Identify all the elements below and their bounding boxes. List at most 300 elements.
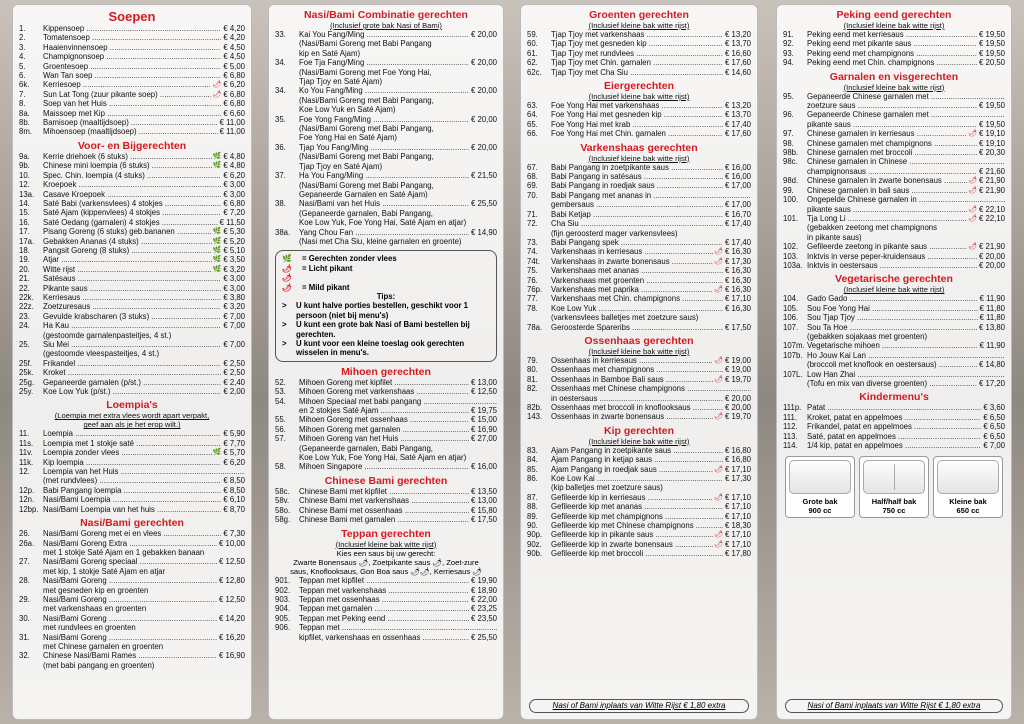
item-number: 22. [19, 283, 30, 293]
item-price: € 20,00 [724, 393, 751, 403]
item-name: Loempia met 1 stokje saté ..... [43, 439, 221, 448]
menu-item [19, 312, 245, 321]
item-number: 76. [527, 275, 538, 285]
section-teppan [275, 528, 497, 642]
item-number: 57. [275, 434, 286, 444]
sauce-line: Zwarte Bonensaus 🌶, Zoetpikante saus 🌶, Zoet-zure [293, 557, 479, 567]
item-name: Yang Chou Fan ..... [299, 228, 469, 237]
item-price: € 6,20 [223, 80, 245, 90]
item-name: Babi Pangang in zoetpikante saus ..... [551, 163, 723, 172]
item-price: € 3,00 [223, 283, 245, 293]
item-name: Frikandel ..... [43, 359, 221, 368]
item-price: € 13,80 [978, 322, 1005, 332]
menu-item [275, 387, 497, 396]
item-description: met gesneden kip en groenten [43, 585, 149, 595]
item-number: 34. [275, 86, 286, 96]
pepper-icon: 🌶 [714, 248, 723, 256]
menu-item [275, 586, 497, 595]
menu-item [19, 161, 245, 170]
item-price: € 4,50 [223, 52, 245, 62]
item-name: Varkenshaas in zwarte bonensaus ..... [551, 257, 713, 266]
item-name: Ajam Pangang in zoetpikante saus ..... [551, 446, 723, 455]
container-tray-icon [863, 460, 925, 494]
menu-item [783, 294, 1005, 303]
item-number: 12p. [19, 485, 35, 495]
item-number: 79. [527, 355, 538, 365]
item-number: 20. [19, 264, 30, 274]
menu-item [527, 219, 751, 228]
item-number: 12. [19, 180, 30, 190]
item-price: € 13,00 [470, 377, 497, 387]
item-price: € 13,70 [724, 39, 751, 49]
section-subtitle: (Inclusief kleine bak witte rijst) [588, 436, 690, 446]
menu-item [527, 356, 751, 365]
item-price: € 3,20 [223, 264, 245, 274]
item-name: en 2 stokjes Saté Ajam ..... [299, 406, 469, 415]
legend-mild-label: = Mild pikant [302, 282, 350, 292]
leaf-icon: 🌿 [212, 246, 222, 254]
menu-item [19, 246, 245, 255]
item-name: Chinese garnalen met broccoli ..... [807, 148, 977, 157]
item-number: 102. [783, 242, 799, 252]
item-number: 26. [19, 529, 30, 539]
item-number: 17a. [19, 236, 35, 246]
container-label: Half/half bak [871, 497, 917, 507]
menu-item [527, 58, 751, 67]
item-number: 90z. [527, 539, 542, 549]
item-name: Ossenhaas met champignons ..... [551, 365, 723, 374]
menu-item [275, 58, 497, 67]
item-number: 98b. [783, 148, 799, 158]
item-number [783, 120, 807, 129]
item-price: € 6,50 [983, 422, 1005, 432]
item-number: 30. [19, 613, 30, 623]
menu-item [527, 493, 751, 502]
item-number: 58v. [275, 496, 290, 506]
item-number: 64. [527, 110, 538, 120]
menu-item [275, 604, 497, 613]
item-name: (broccoli met knoflook en oestersaus) ..... [807, 360, 977, 369]
item-price: € 12,80 [218, 576, 245, 586]
item-price: € 19,50 [978, 30, 1005, 39]
section-mihoen [275, 366, 497, 472]
item-name: Chinese Bami met ossenhaas ..... [299, 506, 469, 515]
menu-item [783, 441, 1005, 450]
menu-item [783, 195, 1005, 204]
item-number: 74t. [527, 256, 541, 266]
item-number: 72. [527, 219, 538, 229]
item-name: Nasi/Bami Goreng speciaal ..... [43, 557, 217, 566]
item-name: Kroket, patat en appelmoes ..... [807, 413, 981, 422]
item-number: 112. [783, 422, 798, 432]
item-number: 22k. [19, 292, 34, 302]
item-price: € 20,00 [470, 86, 497, 96]
item-price: € 16,90 [470, 424, 497, 434]
item-name: Nasi/Bami Goreng Extra ..... [43, 539, 217, 548]
menu-item [275, 633, 497, 642]
item-price: € 7,20 [223, 208, 245, 218]
item-name: Champignonsoep ..... [43, 52, 221, 61]
item-number: 6. [19, 71, 26, 81]
item-number [783, 379, 807, 388]
item-number: 29. [19, 594, 30, 604]
section-nasi-bami [19, 517, 245, 670]
item-number [275, 633, 299, 642]
menu-item [527, 285, 751, 294]
item-name: Witte rijst ..... [43, 265, 212, 274]
item-name: Haaienvinnensoep ..... [43, 43, 221, 52]
menu-item [19, 152, 245, 161]
section-kindermenu [783, 391, 1005, 450]
item-price: € 12,50 [470, 387, 497, 397]
item-number: 58. [275, 462, 286, 472]
item-price: € 7,00 [983, 441, 1005, 451]
item-name: Varkenshaas met Chin. champignons ..... [551, 294, 723, 303]
item-price: € 16,60 [724, 48, 751, 58]
item-name: Kroket ..... [43, 368, 221, 377]
item-price: € 21,90 [978, 176, 1005, 186]
item-price: € 17,10 [724, 530, 751, 540]
menu-item [19, 227, 245, 236]
item-name: Chinese garnalen in kerriesaus ..... [807, 129, 967, 138]
item-price: € 4,80 [223, 151, 245, 161]
item-name: Koe Low Kai ..... [551, 474, 723, 483]
section-title: Loempia's [106, 399, 158, 412]
sauce-options [275, 549, 497, 577]
item-name: Nasi/Bami Loempia van het huis ..... [43, 505, 221, 514]
item-price: € 17,40 [724, 237, 751, 247]
section-title: Varkenshaas gerechten [580, 141, 698, 154]
item-number: 95. [783, 91, 794, 101]
legend-box [275, 250, 497, 361]
section-voor-bijgerechten [19, 140, 245, 397]
item-number: 35. [275, 114, 286, 124]
item-price: € 20,00 [978, 251, 1005, 261]
section-title: Mihoen gerechten [341, 365, 431, 378]
menu-item [527, 68, 751, 77]
item-description: Koe Low Yuk en Saté Ajam) [299, 105, 396, 115]
container-tray-icon [789, 460, 851, 494]
item-number: 60. [527, 39, 538, 49]
item-name: Sou Foe Yong Hai ..... [807, 304, 978, 313]
item-number: 90p. [527, 530, 543, 540]
item-price: € 14,60 [724, 67, 751, 77]
item-name: Nasi/Bami Loempia ..... [43, 495, 221, 504]
item-number: 96. [783, 110, 794, 120]
menu-item [275, 515, 497, 524]
item-price: € 6,80 [223, 89, 245, 99]
item-number: 107b. [783, 350, 803, 360]
item-name: Chinese garnalen in Chinese ..... [807, 157, 1005, 166]
menu-item [19, 208, 245, 217]
item-number: 90. [527, 521, 538, 531]
menu-item [19, 368, 245, 377]
menu-item [275, 378, 497, 387]
menu-item [783, 58, 1005, 67]
item-number: 111p. [783, 403, 802, 413]
item-name: Mihoen Goreng met kipfilet ..... [299, 378, 469, 387]
item-description: Gepaneerde Garnalen en Saté Ajam) [299, 189, 428, 199]
item-price: € 21,90 [978, 185, 1005, 195]
section-ossenhaas [527, 335, 751, 422]
item-name: Peking eend met kerriesaus ..... [807, 30, 977, 39]
item-number: 8a. [19, 108, 30, 118]
item-description: (gebakken zeetong met champignons [807, 223, 938, 233]
item-description: Tjap Tjoy en Saté Ajam) [299, 77, 383, 87]
item-price: € 6,50 [983, 412, 1005, 422]
menu-item [527, 266, 751, 275]
item-name: Kerriesoep ..... [43, 80, 211, 89]
item-description: (Nasi met Cha Siu, kleine garnalen en groente) [299, 236, 462, 246]
item-name: Kip loempia ..... [43, 458, 221, 467]
item-number: 99. [783, 185, 794, 195]
menu-item [275, 86, 497, 95]
item-price: € 19,90 [470, 576, 497, 586]
item-number: 74. [527, 247, 538, 257]
section-title: Eiergerechten [603, 80, 675, 93]
item-price: € 16,00 [724, 162, 751, 172]
menu-item [527, 276, 751, 285]
item-number: 86. [527, 474, 538, 484]
leaf-icon: 🌿 [282, 254, 292, 264]
item-name: (met rundvlees) ..... [43, 476, 221, 485]
item-name: Babi Pangang loempia ..... [43, 486, 221, 495]
section-title: Vegetarische gerechten [835, 273, 953, 286]
item-description: (kip balletjes met zoetzure saus) [551, 483, 663, 493]
item-number: 98. [783, 138, 794, 148]
menu-item [275, 143, 497, 152]
item-name: Mihoen Goreng met varkenshaas ..... [299, 387, 469, 396]
item-number: 89. [527, 511, 538, 521]
item-name: (Tofu en mix van diverse groenten) ..... [807, 379, 977, 388]
menu-item [783, 49, 1005, 58]
item-name: Inktvis in oestersaus ..... [807, 261, 977, 270]
item-name: Teppan met ..... [299, 623, 497, 632]
item-price: € 6,20 [223, 457, 245, 467]
item-name: Kippensoep ..... [43, 24, 221, 33]
item-name: Geroosterde Spareribs ..... [551, 323, 723, 332]
item-number: 23. [19, 311, 30, 321]
menu-item [783, 157, 1005, 166]
item-price: € 17,10 [724, 492, 751, 502]
pepper-icon: 🌶 [714, 285, 723, 293]
menu-item [19, 199, 245, 208]
section-title: Soepen [108, 9, 156, 24]
item-price: € 22,00 [470, 594, 497, 604]
menu-item [275, 595, 497, 604]
item-number: 114. [783, 441, 798, 451]
item-price: € 19,10 [978, 138, 1005, 148]
leaf-icon: 🌿 [212, 228, 222, 236]
menu-item [275, 496, 497, 505]
item-name: Gefileerde kip met ananas ..... [551, 502, 723, 511]
menu-item [527, 247, 751, 256]
item-name: Saté, patat en appelmoes ..... [807, 432, 981, 441]
item-price: € 17,50 [470, 515, 497, 525]
menu-item [275, 415, 497, 424]
item-price: € 8,70 [223, 504, 245, 514]
item-price: € 16,30 [724, 303, 751, 313]
menu-item [19, 633, 245, 642]
item-price: € 16,30 [724, 266, 751, 276]
item-price: € 13,00 [470, 496, 497, 506]
item-price: € 16,80 [724, 445, 751, 455]
container-size: 650 cc [956, 506, 980, 516]
item-number: 81. [527, 374, 538, 384]
menu-item [527, 384, 751, 393]
item-number: 107m. [783, 341, 805, 351]
menu-item [19, 378, 245, 387]
item-name: Gevulde krabscharen (3 stuks) ..... [43, 312, 221, 321]
item-price: € 18,30 [724, 521, 751, 531]
item-price: € 3,80 [223, 292, 245, 302]
leaf-icon: 🌿 [212, 237, 222, 245]
menu-item [527, 163, 751, 172]
arrow-icon: > [282, 301, 287, 311]
item-price: € 16,70 [724, 209, 751, 219]
item-name: Gepaneerde Chinese garnalen met ..... [807, 92, 1005, 101]
section-title: Peking eend gerechten [836, 9, 952, 21]
menu-item [19, 71, 245, 80]
section-note: (Loempia met extra vlees wordt apart verpakt, [54, 411, 210, 421]
item-price: € 11,50 [219, 217, 245, 227]
menu-item [783, 110, 1005, 119]
item-number: 11. [19, 429, 30, 439]
leaf-icon: 🌿 [212, 152, 222, 160]
section-peking-eend [783, 9, 1005, 68]
item-price: € 5,00 [223, 61, 245, 71]
item-name: Ha Kau ..... [43, 321, 221, 330]
item-name: Sou Tjap Tjoy ..... [807, 313, 978, 322]
item-price: € 15,00 [470, 415, 497, 425]
item-price: € 12,50 [218, 594, 245, 604]
item-name: Mihoen Goreng van het Huis ..... [299, 434, 469, 443]
menu-item [527, 455, 751, 464]
menu-item [527, 257, 751, 266]
menu-item [19, 495, 245, 504]
item-number: 69. [527, 181, 538, 191]
menu-item [19, 293, 245, 302]
container-box [785, 456, 855, 518]
item-number: 12. [19, 467, 30, 477]
item-number: 11k. [19, 457, 34, 467]
menu-item [19, 255, 245, 264]
item-number: 21. [19, 274, 30, 284]
item-name: Ossenhaas in kerriesaus ..... [551, 356, 713, 365]
item-number: 4. [19, 52, 26, 62]
menu-item [19, 109, 245, 118]
menu-item [527, 200, 751, 209]
section-subtitle: (Inclusief kleine bak witte rijst) [843, 285, 945, 295]
item-description: met 1 stokje Saté Ajam en 1 gebakken banaan [43, 547, 205, 557]
item-price: € 19,70 [724, 412, 751, 422]
item-name: Mihoen Goreng met garnalen ..... [299, 425, 469, 434]
item-number: 75. [527, 266, 538, 276]
item-number: 3. [19, 42, 26, 52]
item-number: 38. [275, 199, 286, 209]
item-number: 65. [527, 119, 538, 129]
menu-item [19, 180, 245, 189]
item-name: Peking eend met pikante saus ..... [807, 39, 977, 48]
item-name: Tomatensoep ..... [43, 33, 221, 42]
menu-item [275, 614, 497, 623]
item-price: € 13,50 [470, 486, 497, 496]
section-title: Ossenhaas gerechten [584, 334, 694, 347]
item-name: Gepaneerde Chinese garnalen met ..... [807, 110, 1005, 119]
tips-list [282, 301, 490, 357]
item-name: Patat ..... [807, 403, 981, 412]
container-label: Grote bak [802, 497, 838, 507]
item-number: 902. [275, 585, 291, 595]
item-number: 25y. [19, 387, 34, 397]
menu-item [783, 432, 1005, 441]
item-name: Varkenshaas in kerriesaus ..... [551, 247, 713, 256]
item-price: € 2,50 [223, 358, 245, 368]
item-number: 105. [783, 303, 799, 313]
item-number [783, 101, 807, 110]
item-price: € 5,90 [223, 429, 245, 439]
item-name: Chinese Bami met kipfilet ..... [299, 487, 469, 496]
item-number: 14. [19, 198, 30, 208]
menu-item [527, 304, 751, 313]
item-number: 36. [275, 142, 286, 152]
item-name: Kerrie driehoek (6 stuks) ..... [43, 152, 212, 161]
menu-item [783, 186, 1005, 195]
section-groenten [527, 9, 751, 77]
item-price: € 27,00 [470, 434, 497, 444]
menu-item [783, 120, 1005, 129]
item-name: Gefileerde kip in kerriesaus ..... [551, 493, 713, 502]
pepper-icon: 🌶 [714, 257, 723, 265]
item-number: 58o. [275, 505, 291, 515]
item-name: Varkenshaas met paprika ..... [551, 285, 713, 294]
item-name: Loempia zonder vlees ..... [43, 448, 212, 457]
item-name: Chinese Bami met garnalen ..... [299, 515, 469, 524]
menu-item [783, 313, 1005, 322]
menu-column-2 [268, 4, 504, 720]
item-number [527, 394, 551, 403]
menu-item [19, 90, 245, 99]
item-name: Ho Jouw Kai Lan ..... [807, 351, 1005, 360]
section-subtitle: (Inclusief kleine bak witte rijst) [588, 92, 690, 102]
pepper-icon: 🌶 [714, 540, 723, 548]
item-name: Casave Kroepoek ..... [43, 190, 221, 199]
pepper-icon: 🌶 [968, 243, 977, 251]
item-name: Wan Tan soep ..... [43, 71, 221, 80]
container-size: 750 cc [882, 506, 906, 516]
item-name: Foe Yong Hai met gesneden kip ..... [551, 110, 723, 119]
item-number [783, 167, 807, 176]
item-number: 11s. [19, 438, 34, 448]
tips-title: Tips: [376, 291, 396, 301]
item-price: € 21,60 [978, 166, 1005, 176]
item-number: 71. [527, 209, 538, 219]
item-name: Mihoensoep (maaltijdsoep) ..... [43, 127, 218, 136]
item-name: Varkenshaas met groenten ..... [551, 276, 723, 285]
item-price: € 14,80 [978, 360, 1005, 370]
item-number: 93. [783, 48, 794, 58]
rice-swap-note: Nasi of Bami inplaats van Witte Rijst € 1,80 extra [529, 699, 749, 713]
pepper-icon: 🌶🌶 [282, 263, 292, 283]
menu-item [19, 458, 245, 467]
menu-item [275, 506, 497, 515]
item-name: Vegetarische mihoen ..... [807, 341, 978, 350]
item-name: 1/4 kip, patat en appelmoes ..... [807, 441, 981, 450]
item-name: Maissoep met Kip ..... [43, 109, 221, 118]
item-price: € 4,20 [223, 24, 245, 33]
item-price: € 19,10 [978, 129, 1005, 139]
item-number: 8m. [19, 127, 32, 137]
